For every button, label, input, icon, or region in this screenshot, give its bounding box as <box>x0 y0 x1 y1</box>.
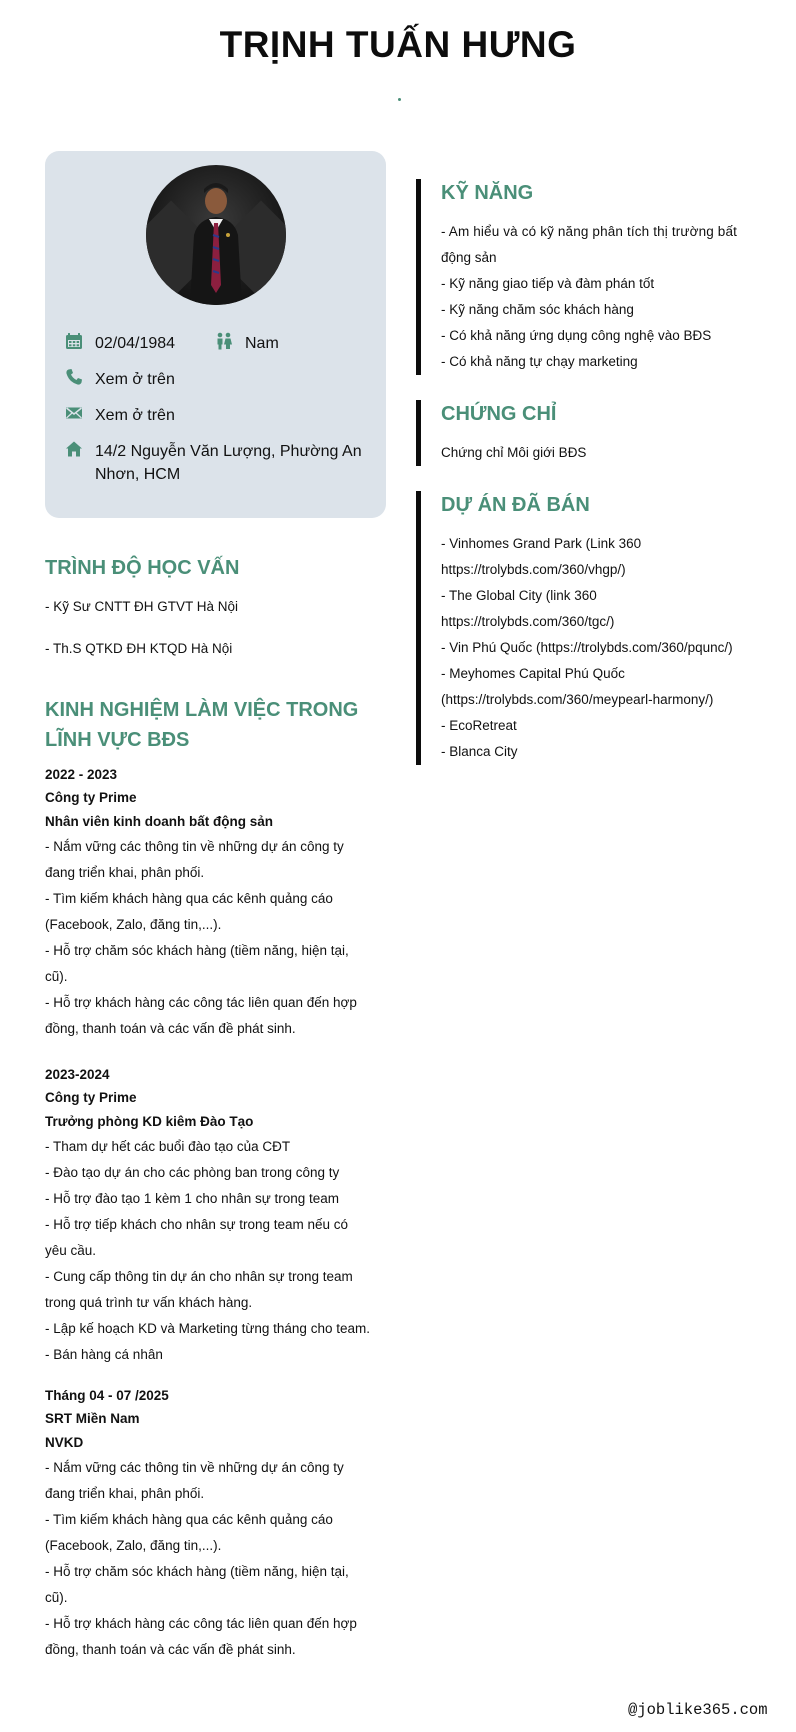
job-line: - Hỗ trợ khách hàng các công tác liên quan đến hợp <box>45 1616 357 1631</box>
project-line: - EcoRetreat <box>441 718 517 733</box>
job-entry <box>45 763 378 1042</box>
job-line: - Đào tạo dự án cho các phòng ban trong công ty <box>45 1165 340 1180</box>
job-line: trong quá trình tư vấn khách hàng. <box>45 1295 253 1310</box>
job-line: đồng, thanh toán và các vấn đề phát sinh. <box>45 1021 296 1036</box>
project-line: - The Global City (link 360 <box>441 588 597 603</box>
job-line: - Lập kế hoạch KD và Marketing từng tháng cho team. <box>45 1321 370 1336</box>
skills-accent-bar <box>416 179 421 375</box>
project-line: - Meyhomes Capital Phú Quốc <box>441 666 625 681</box>
address-value: 14/2 Nguyễn Văn Lượng, Phường An Nhơn, HCM <box>95 443 362 483</box>
calendar-icon <box>65 332 83 350</box>
job-period: 2022 - 2023 <box>45 767 118 782</box>
job-role: Trưởng phòng KD kiêm Đào Tạo <box>45 1114 254 1129</box>
gender-value: Nam <box>245 335 279 352</box>
job-role: Nhân viên kinh doanh bất động sản <box>45 814 274 829</box>
gender-row <box>215 332 279 355</box>
title-divider-dot <box>398 98 401 101</box>
dob-row <box>65 332 175 355</box>
projects-accent-bar <box>416 491 421 765</box>
job-role: NVKD <box>45 1435 84 1450</box>
job-line: (Facebook, Zalo, đăng tin,...). <box>45 917 222 932</box>
footer-watermark: @joblike365.com <box>628 1701 768 1719</box>
dob-value: 02/04/1984 <box>95 335 176 352</box>
job-line: yêu cầu. <box>45 1243 97 1258</box>
email-value: Xem ở trên <box>95 407 175 424</box>
job-period: Tháng 04 - 07 /2025 <box>45 1388 169 1403</box>
job-line: - Hỗ trợ chăm sóc khách hàng (tiềm năng, hiện tại, <box>45 1564 349 1579</box>
phone-row <box>65 368 175 391</box>
address-row <box>65 440 370 486</box>
job-line: (Facebook, Zalo, đăng tin,...). <box>45 1538 222 1553</box>
skill-line: - Am hiểu và có kỹ năng phân tích thị trường bất <box>441 224 737 239</box>
job-line: - Hỗ trợ chăm sóc khách hàng (tiềm năng, hiện tại, <box>45 943 349 958</box>
skill-line: - Kỹ năng giao tiếp và đàm phán tốt <box>441 276 655 291</box>
job-line: - Cung cấp thông tin dự án cho nhân sự trong team <box>45 1269 353 1284</box>
skill-line: - Kỹ năng chăm sóc khách hàng <box>441 302 634 317</box>
skill-line: động sản <box>441 250 497 265</box>
job-line: đang triển khai, phân phối. <box>45 1486 205 1501</box>
job-line: cũ). <box>45 969 68 984</box>
job-company: Công ty Prime <box>45 1090 137 1105</box>
job-entry <box>45 1384 378 1663</box>
project-line: - Blanca City <box>441 744 518 759</box>
job-line: - Tham dự hết các buổi đào tạo của CĐT <box>45 1139 291 1154</box>
certificates-accent-bar <box>416 400 421 466</box>
job-line: đồng, thanh toán và các vấn đề phát sinh. <box>45 1642 296 1657</box>
job-period: 2023-2024 <box>45 1067 110 1082</box>
education-item: - Th.S QTKD ĐH KTQD Hà Nội <box>45 641 233 656</box>
projects-list <box>441 531 786 765</box>
project-line: (https://trolybds.com/360/meypearl-harmony/) <box>441 692 714 707</box>
experience-title-line: KINH NGHIỆM LÀM VIỆC TRONG <box>45 699 359 721</box>
education-item: - Kỹ Sư CNTT ĐH GTVT Hà Nội <box>45 599 239 614</box>
job-line: - Hỗ trợ khách hàng các công tác liên quan đến hợp <box>45 995 357 1010</box>
skills-list <box>441 219 766 375</box>
job-line: - Hỗ trợ tiếp khách cho nhân sự trong team nếu có <box>45 1217 349 1232</box>
profile-card <box>45 151 386 518</box>
certificate-line: Chứng chỉ Môi giới BĐS <box>441 445 587 460</box>
project-line: https://trolybds.com/360/vhgp/) <box>441 562 626 577</box>
job-company: Công ty Prime <box>45 790 137 805</box>
project-line: - Vinhomes Grand Park (Link 360 <box>441 536 642 551</box>
phone-value: Xem ở trên <box>95 371 175 388</box>
phone-icon <box>65 368 83 386</box>
email-row <box>65 404 175 427</box>
avatar <box>146 165 286 305</box>
job-line: - Bán hàng cá nhân <box>45 1347 163 1362</box>
experience-title <box>45 695 358 755</box>
envelope-icon <box>65 404 83 422</box>
project-line: https://trolybds.com/360/tgc/) <box>441 614 615 629</box>
job-line: đang triển khai, phân phối. <box>45 865 205 880</box>
job-line: - Tìm kiếm khách hàng qua các kênh quảng cáo <box>45 1512 333 1527</box>
skill-line: - Có khả năng tự chạy marketing <box>441 354 638 369</box>
job-line: - Nắm vững các thông tin về những dự án công ty <box>45 1460 344 1475</box>
experience-title-line: LĨNH VỰC BĐS <box>45 729 190 751</box>
project-line: - Vin Phú Quốc (https://trolybds.com/360/pqunc/) <box>441 640 733 655</box>
job-line: - Tìm kiếm khách hàng qua các kênh quảng cáo <box>45 891 333 906</box>
job-company: SRT Miền Nam <box>45 1411 140 1426</box>
job-entry <box>45 1063 378 1368</box>
education-title: TRÌNH ĐỘ HỌC VẤN <box>45 557 240 579</box>
job-line: - Hỗ trợ đào tạo 1 kèm 1 cho nhân sự trong team <box>45 1191 340 1206</box>
skills-title: KỸ NĂNG <box>441 182 534 204</box>
certificates-title: CHỨNG CHỈ <box>441 403 557 425</box>
job-line: cũ). <box>45 1590 68 1605</box>
gender-icon <box>215 332 233 350</box>
skill-line: - Có khả năng ứng dụng công nghệ vào BĐS <box>441 328 712 343</box>
projects-title: DỰ ÁN ĐÃ BÁN <box>441 494 590 516</box>
candidate-name: TRỊNH TUẤN HƯNG <box>219 24 577 65</box>
home-icon <box>65 440 83 458</box>
job-line: - Nắm vững các thông tin về những dự án công ty <box>45 839 344 854</box>
